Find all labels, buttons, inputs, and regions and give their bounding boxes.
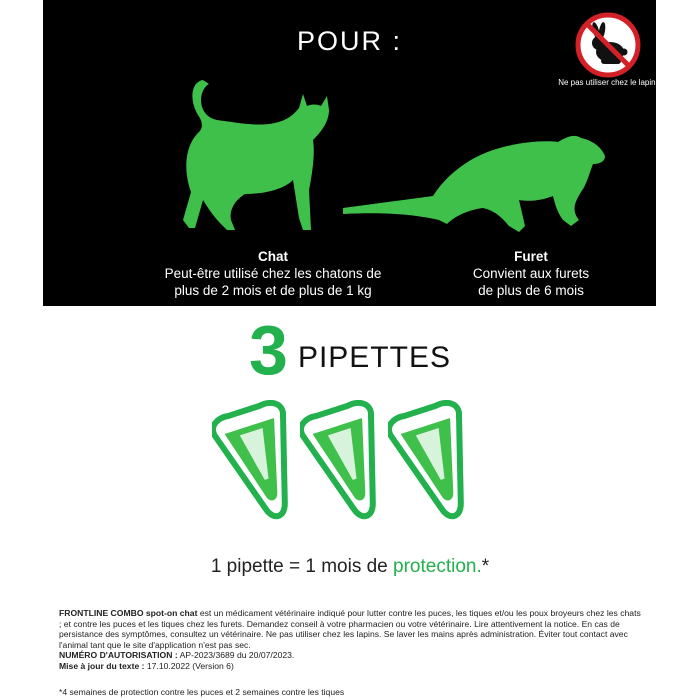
footnote: *4 semaines de protection contre les puces et 2 semaines contre les tiques: [59, 687, 345, 697]
product-name: FRONTLINE COMBO spot-on chat: [59, 608, 198, 618]
cat-label: [103, 248, 443, 299]
pipettes-word: PIPETTES: [297, 341, 451, 374]
update-value: 17.10.2022 (Version 6): [144, 660, 234, 671]
cat-silhouette: [143, 60, 333, 238]
pipette-icon: [212, 400, 312, 530]
update-label: Mise à jour du texte :: [59, 660, 145, 671]
cat-desc-line2: plus de 2 mois et de plus de 1 kg: [174, 283, 372, 298]
rabbit-warning: Ne pas utiliser chez le lapin.: [558, 78, 658, 87]
authorization-label: NUMÉRO D'AUTORISATION :: [59, 650, 178, 661]
panel-title: POUR :: [296, 26, 402, 56]
legal-notice: [59, 608, 644, 672]
ferret-name: Furet: [514, 249, 548, 264]
ferret-desc-line1: Convient aux furets: [472, 266, 590, 281]
ferret-label: [431, 248, 631, 299]
ferret-silhouette: [343, 130, 613, 240]
tagline-suffix: *: [481, 556, 490, 577]
pipettes-heading: [0, 310, 700, 390]
cat-desc-line1: Peut-être utilisé chez les chatons de: [164, 266, 382, 281]
authorization-value: AP-2023/3689 du 20/07/2023.: [177, 650, 295, 661]
tagline-prefix: 1 pipette = 1 mois de: [210, 556, 394, 577]
tagline-highlight: protection.: [393, 556, 482, 577]
ferret-desc-line2: de plus de 6 mois: [478, 283, 584, 298]
cat-name: Chat: [258, 249, 288, 264]
target-animals-panel: [43, 0, 656, 306]
legal-text: est un médicament vétérinaire indiqué pour lutter contre les puces, les tiques et/ou les poux broyeurs chez les chats ; et contre les puces et les tiques chez les furets. Demandez conseil à votre pharmacien ou votre vétérinaire. Lire attentivement la notice. En cas de persistance des symptômes, consultez un vétérinaire. Ne pas utiliser chez les lapins. Se laver les mains après administration. Éviter tout contact avec l'animal tant que le site d'application n'est pas sec.: [59, 608, 641, 650]
pipette-count: 3: [249, 311, 288, 389]
pipette-icon: [388, 400, 488, 530]
pipette-icon: [300, 400, 400, 530]
no-rabbit-icon: [575, 12, 641, 78]
protection-tagline: [0, 556, 700, 578]
